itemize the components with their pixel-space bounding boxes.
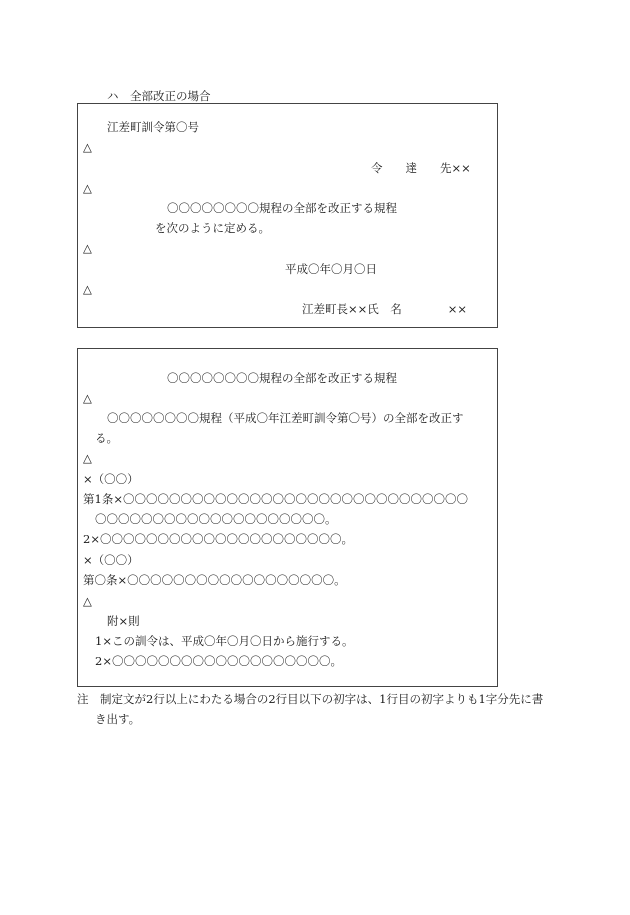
regulation-title: 〇〇〇〇〇〇〇〇規程の全部を改正する規程 <box>167 371 397 385</box>
space-marker: △ <box>83 451 92 465</box>
space-marker: △ <box>83 140 92 154</box>
space-marker: △ <box>83 282 92 296</box>
section-heading: ハ 全部改正の場合 <box>107 89 211 103</box>
instruction-number: 江差町訓令第〇号 <box>107 120 199 134</box>
addressee: 令 達 先×× <box>371 161 471 175</box>
supplementary-item-2: 2×〇〇〇〇〇〇〇〇〇〇〇〇〇〇〇〇〇〇〇。 <box>95 654 342 668</box>
article-caption: ×（〇〇） <box>83 553 139 567</box>
space-marker: △ <box>83 594 92 608</box>
space-marker: △ <box>83 241 92 255</box>
supplementary-item-1: 1×この訓令は、平成〇年〇月〇日から施行する。 <box>95 634 354 648</box>
note-line-1: 注 制定文が2行以上にわたる場合の2行目以下の初字は、1行目の初字よりも1字分先に書 <box>77 692 544 706</box>
regulation-title: 〇〇〇〇〇〇〇〇規程の全部を改正する規程 <box>167 201 397 215</box>
note-line-2: き出す。 <box>95 712 141 726</box>
article-n: 第〇条×〇〇〇〇〇〇〇〇〇〇〇〇〇〇〇〇〇〇。 <box>83 573 346 587</box>
signature-line: 江差町長××氏 名 ×× <box>302 302 468 316</box>
space-marker: △ <box>83 391 92 405</box>
enactment-date: 平成〇年〇月〇日 <box>285 262 377 276</box>
space-marker: △ <box>83 181 92 195</box>
preamble-line-2: る。 <box>95 431 118 445</box>
supplementary-heading: 附×則 <box>107 614 140 628</box>
preamble-line-1: 〇〇〇〇〇〇〇〇規程（平成〇年江差町訓令第〇号）の全部を改正す <box>107 411 464 425</box>
article-1-paragraph-2: 2×〇〇〇〇〇〇〇〇〇〇〇〇〇〇〇〇〇〇〇〇〇。 <box>83 532 353 546</box>
article-1-line-2: 〇〇〇〇〇〇〇〇〇〇〇〇〇〇〇〇〇〇〇〇。 <box>95 512 337 526</box>
enactment-box <box>77 103 498 328</box>
article-1-line-1: 第1条×〇〇〇〇〇〇〇〇〇〇〇〇〇〇〇〇〇〇〇〇〇〇〇〇〇〇〇〇〇〇 <box>83 492 468 506</box>
enactment-text: を次のように定める。 <box>155 221 270 235</box>
article-caption: ×（〇〇） <box>83 472 139 486</box>
